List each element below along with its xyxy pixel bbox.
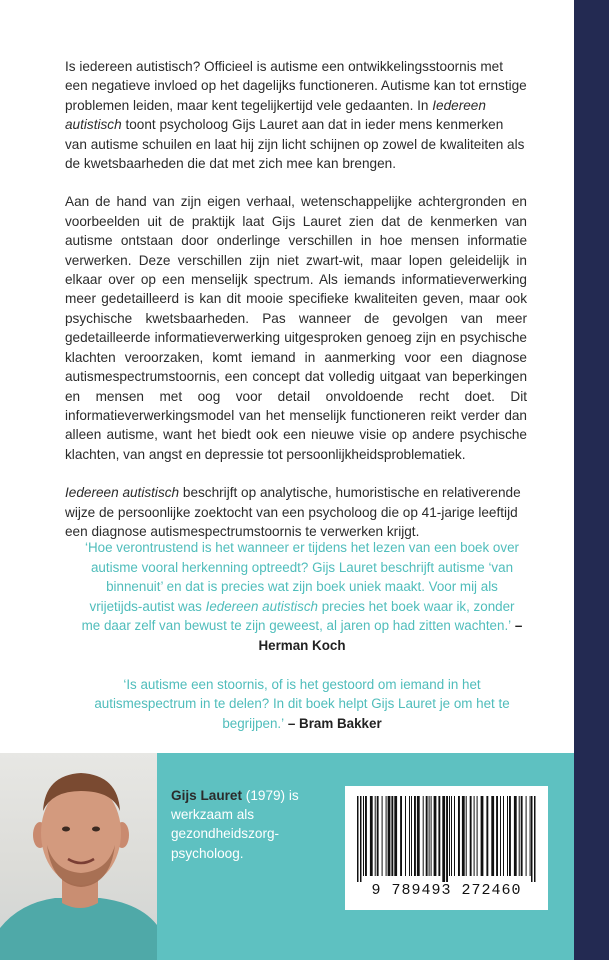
quote-bram-bakker: [80, 675, 524, 734]
blurb-text: [65, 57, 527, 560]
barcode-bar: [434, 796, 437, 876]
barcode-bar: [391, 796, 393, 876]
quote-1-part1: ‘Hoe verontrustend is het wanneer er tijdens het lezen van een boek over autisme vooral herkenning optreedt? Gijs Lauret beschrijft autisme ‘van binnenuit’ en dat is precies wat zijn boek uniek maakt. Voor mij als vrijetijds-autist was: [85, 540, 519, 614]
barcode-bar: [382, 796, 383, 876]
quote-1-title: Iedereen autistisch: [205, 598, 318, 614]
review-quotes: [80, 538, 524, 752]
barcode-bar: [466, 796, 467, 876]
barcode-bar: [503, 796, 504, 876]
barcode-bar: [526, 796, 527, 876]
barcode-bar: [405, 796, 406, 876]
isbn-number: 9 789493 272460: [371, 882, 522, 899]
barcode-bar: [481, 796, 484, 876]
barcode-bar: [451, 796, 452, 876]
blurb-paragraph-3: [65, 483, 527, 541]
quote-2-text: ‘Is autisme een stoornis, of is het gestoord om iemand in het autismespectrum in te delen? In dit boek helpt Gijs Lauret je om het te begrijpen.’: [94, 676, 510, 731]
barcode-bar: [394, 796, 397, 876]
barcode-bar: [363, 796, 364, 876]
barcode-bar: [409, 796, 410, 876]
barcode-bar: [477, 796, 478, 876]
quote-1-author: – Herman Koch: [258, 618, 523, 653]
barcode-bar: [496, 796, 498, 876]
blurb-p3-text: beschrijft op analytische, humoristische en relativerende wijze de persoonlijke zoektocht van een psycholoog die op 41-jarige leeftijd een diagnose autismespectrumstoornis te verwerken krijgt.: [65, 485, 521, 539]
barcode-bar: [446, 796, 448, 882]
barcode-bar: [400, 796, 402, 876]
author-photo: [0, 753, 157, 960]
barcode-bar: [360, 796, 362, 882]
author-bio: [171, 786, 321, 863]
author-description: is werkzaam als gezondheidszorg-psycholoog.: [171, 788, 299, 861]
barcode-bar: [486, 796, 488, 876]
blurb-p1-part2: toont psycholoog Gijs Lauret aan dat in ieder mens kenmerken van autisme schuilen en laat hij zijn licht schijnen op zowel de kwaliteiten als de kwetsbaarheden die dat met zich mee kan brengen.: [65, 117, 525, 172]
barcode-bar: [386, 796, 387, 876]
book-title-italic: Iedereen autistisch: [65, 97, 486, 133]
barcode-bar: [507, 796, 508, 876]
barcode-bar: [521, 796, 523, 876]
author-name: Gijs Lauret: [171, 788, 243, 803]
barcode-bar: [534, 796, 536, 882]
author-birth-year: (1979): [242, 788, 286, 803]
barcode-bar: [414, 796, 416, 876]
barcode-bar: [509, 796, 511, 876]
barcode-bar: [462, 796, 465, 876]
blurb-paragraph-1: [65, 57, 527, 173]
barcode-bar: [375, 796, 376, 876]
barcode-bar: [438, 796, 440, 876]
barcode-bar: [474, 796, 475, 876]
blurb-paragraph-2: Aan de hand van zijn eigen verhaal, wetenschappelijke achtergronden en voorbeelden uit de praktijk laat Gijs Lauret zien dat de kenmerken van autisme ontstaan door onderlinge verschillen in hoe mensen informatie verwerken. Deze verschillen zijn niet zwart-wit, maar lopen geleidelijk in elkaar over op een menselijk spectrum. Als iemands informatieverwerking meer gedetailleerd is kan dit mooie specifieke kwaliteiten geven, maar ook psychische kwetsbaarheden. Pas wanneer de gevolgen van meer gedetailleerde informatieverwerking uitgesproken genoeg zijn en psychische klachten veroorzaken, komt iemand in aanmerking voor een diagnose autismespectrumstoornis, een concept dat volledig uitgaat van beperkingen en mensen met oog voor detail onvoldoende recht doet. Dit informatieverwerkingsmodel van het menselijk functioneren reikt verder dan alleen autisme, want het biedt ook een nieuwe visie op andere psychische klachten, van angst en depressie tot persoonlijkheidsproblematiek.: [65, 194, 527, 462]
barcode-bar: [370, 796, 373, 876]
barcode-bar: [470, 796, 472, 876]
barcode: [345, 786, 548, 910]
barcode-bar: [388, 796, 391, 876]
quote-2-author: – Bram Bakker: [284, 715, 382, 731]
barcode-bar: [491, 796, 494, 876]
barcode-bar: [514, 796, 517, 876]
barcode-bar: [357, 796, 359, 882]
quote-herman-koch: [80, 538, 524, 656]
barcode-bar: [417, 796, 420, 876]
barcode-bar: [411, 796, 412, 876]
barcode-bar: [530, 796, 531, 876]
barcode-bar: [426, 796, 428, 876]
barcode-bar: [519, 796, 520, 876]
book-spine: [574, 0, 609, 960]
barcode-bar: [454, 796, 455, 876]
barcode-bar: [423, 796, 424, 876]
barcode-bar: [500, 796, 501, 876]
blurb-p1-part1: Is iedereen autistisch? Officieel is autisme een ontwikkelingsstoornis met een negatieve invloed op het dagelijks functioneren. Autisme kan tot ernstige problemen leiden, maar kent tegelijkertijd vele gedaanten. In: [65, 59, 527, 113]
barcode-bar: [531, 796, 533, 882]
barcode-bar: [449, 796, 450, 876]
barcode-bar: [429, 796, 430, 876]
quote-1-part2: precies het boek waar ik, zonder me daar zelf van bewust te zijn geweest, al jaren op had zitten wachten.’: [81, 598, 515, 634]
barcode-bar: [365, 796, 367, 876]
barcode-bar: [431, 796, 432, 876]
barcode-bar: [377, 796, 379, 876]
barcode-bar: [458, 796, 460, 876]
barcode-bar: [442, 796, 445, 882]
author-portrait-illustration: [0, 753, 157, 960]
book-title-italic: Iedereen autistisch: [65, 485, 180, 501]
